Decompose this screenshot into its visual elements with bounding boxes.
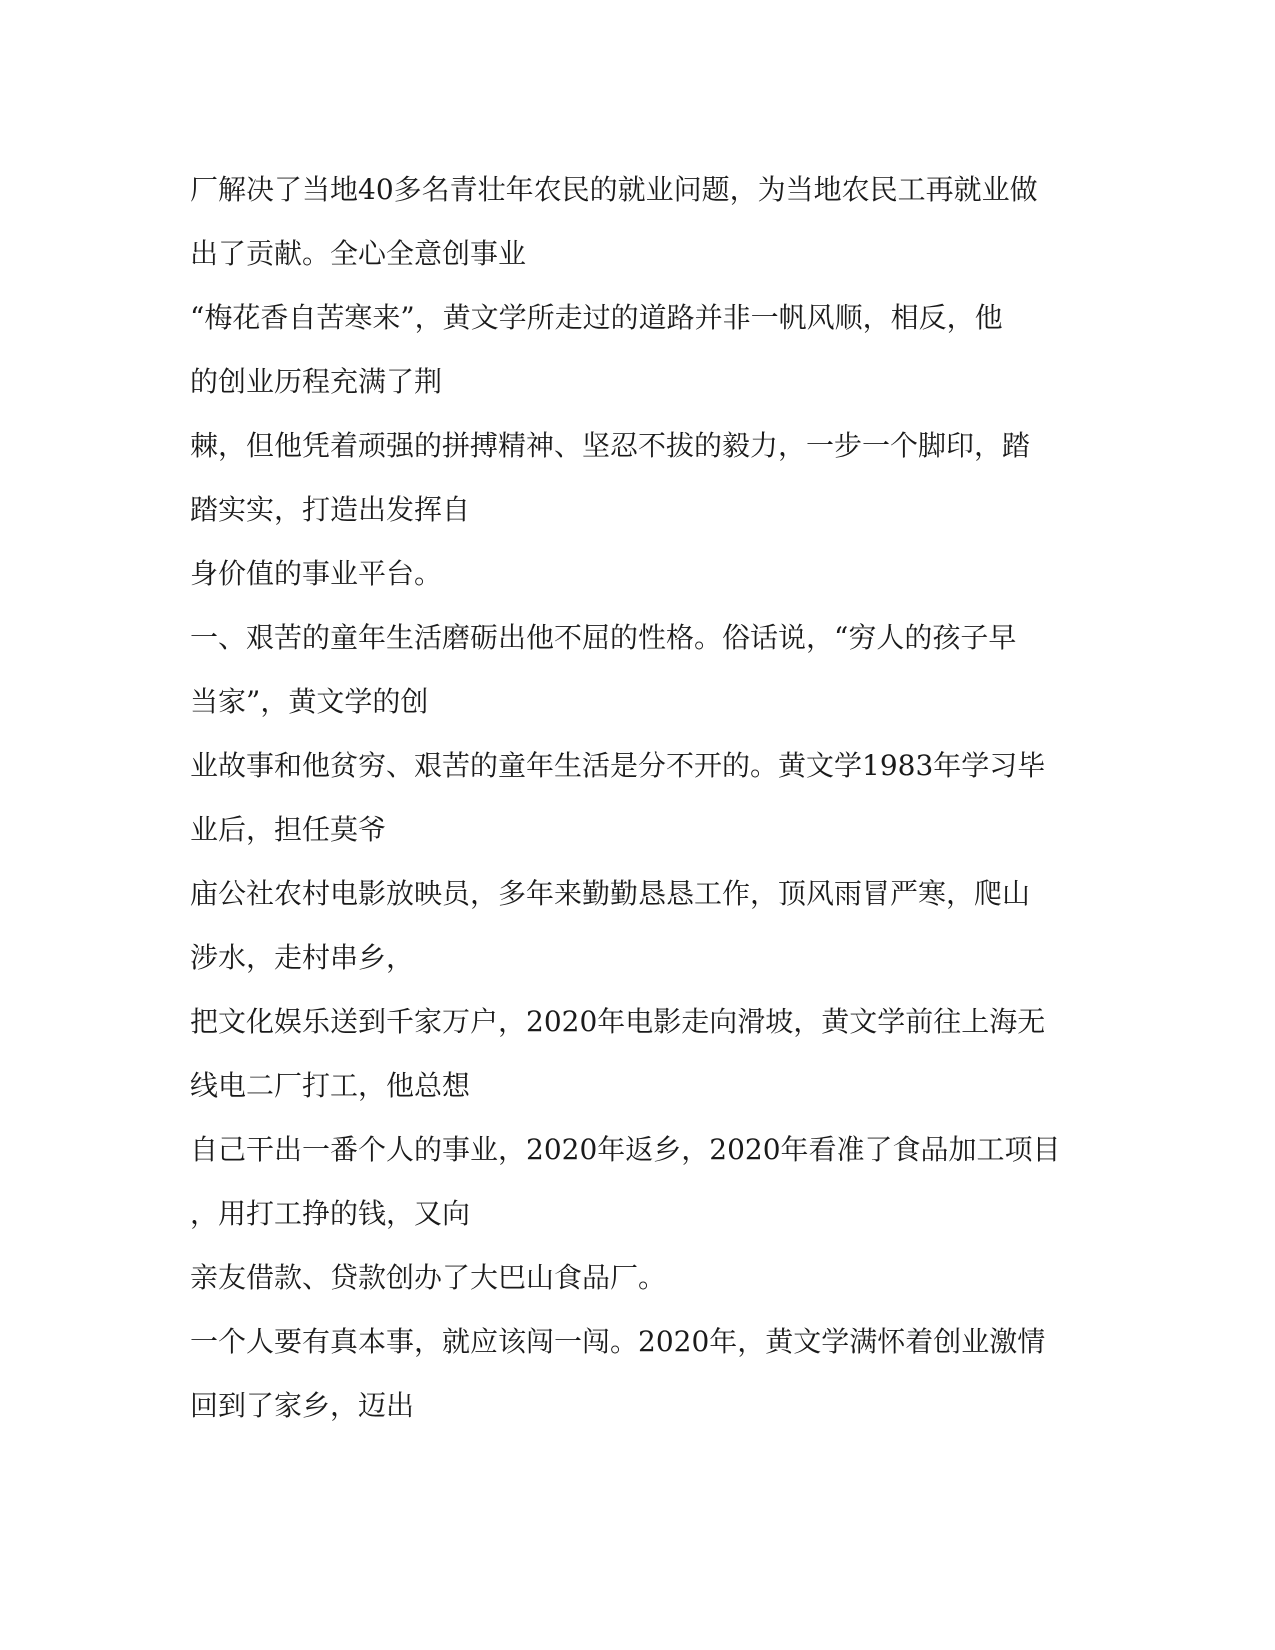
text-line: 的创业历程充满了荆: [190, 365, 443, 398]
text-line: 把文化娱乐送到千家万户，2020年电影走向滑坡，黄文学前往上海无: [190, 1005, 1046, 1038]
text-line: 线电二厂打工，他总想: [190, 1069, 471, 1102]
text-line: 当家”，黄文学的创: [190, 685, 429, 718]
text-line: 出了贡献。全心全意创事业: [190, 237, 527, 270]
text-line: 一、艰苦的童年生活磨砺出他不屈的性格。俗话说，“穷人的孩子早: [190, 621, 1017, 654]
text-line: 一个人要有真本事，就应该闯一闯。2020年，黄文学满怀着创业激情: [190, 1325, 1046, 1358]
text-line: 棘，但他凭着顽强的拼搏精神、坚忍不拔的毅力，一步一个脚印，踏: [190, 429, 1031, 462]
text-line: 厂解决了当地40多名青壮年农民的就业问题，为当地农民工再就业做: [190, 173, 1038, 206]
text-line: 亲友借款、贷款创办了大巴山食品厂。: [190, 1261, 667, 1294]
text-line: 庙公社农村电影放映员，多年来勤勤恳恳工作，顶风雨冒严寒，爬山: [190, 877, 1031, 910]
text-line: 涉水，走村串乡，: [190, 941, 415, 974]
text-line: 业故事和他贫穷、艰苦的童年生活是分不开的。黄文学1983年学习毕: [190, 749, 1046, 782]
text-line: 业后，担任莫爷: [190, 813, 387, 846]
text-line: 自己干出一番个人的事业，2020年返乡，2020年看准了食品加工项目: [190, 1133, 1061, 1166]
text-line: ，用打工挣的钱，又向: [190, 1197, 471, 1230]
text-line: 回到了家乡，迈出: [190, 1389, 415, 1422]
text-line: “梅花香自苦寒来”，黄文学所走过的道路并非一帆风顺，相反，他: [190, 301, 1003, 334]
text-line: 踏实实，打造出发挥自: [190, 493, 471, 526]
text-line: 身价值的事业平台。: [190, 557, 443, 590]
document-body: [190, 158, 1070, 1438]
